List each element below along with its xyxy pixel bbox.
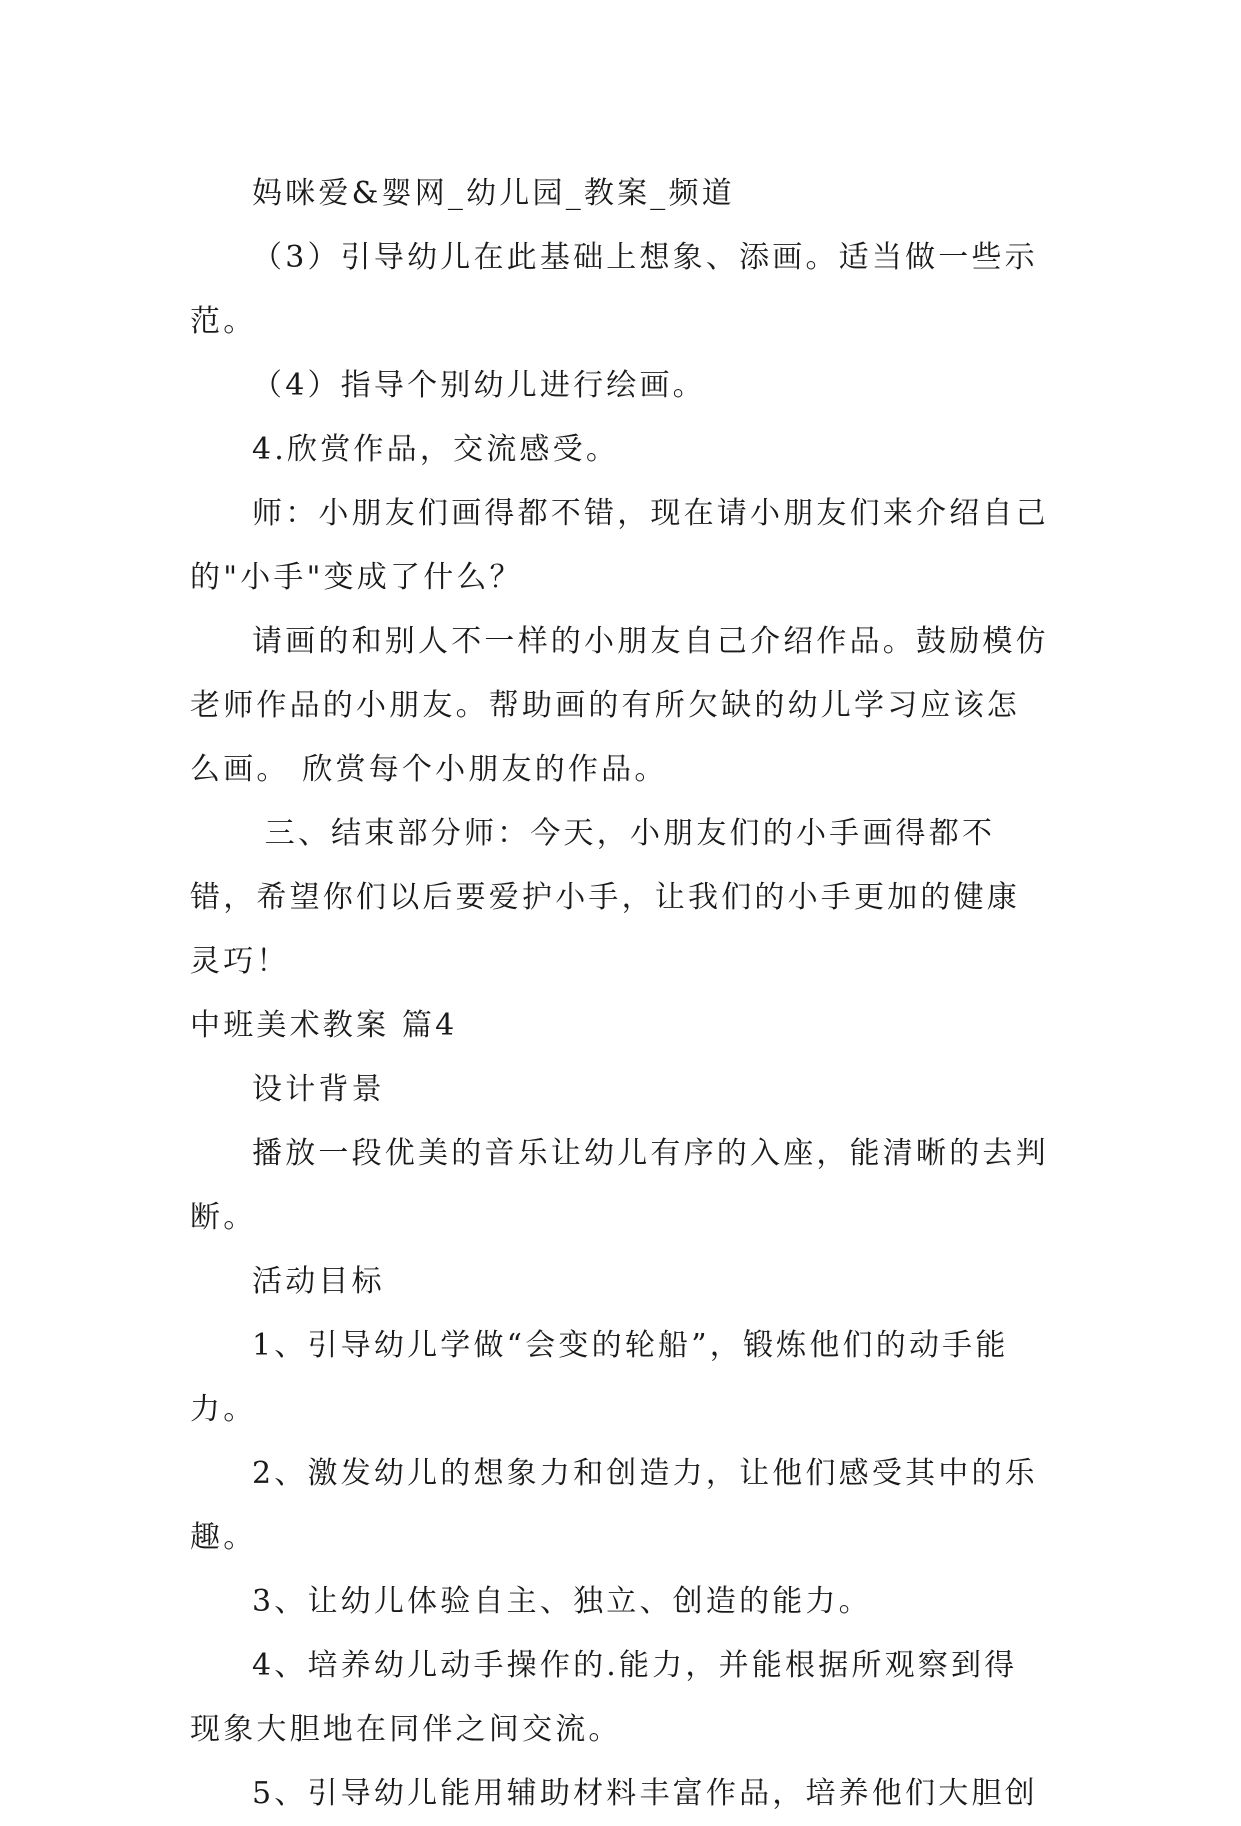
goal-item-1: 1、引导幼儿学做“会变的轮船”，锻炼他们的动手能力。 — [190, 1328, 1009, 1427]
goal-item-4: 4、培养幼儿动手操作的.能力，并能根据所观察到得现象大胆地在同伴之间交流。 — [190, 1648, 1018, 1747]
paragraph-teacher-speech: 师：小朋友们画得都不错，现在请小朋友们来介绍自己的"小手"变成了什么？ — [190, 496, 1049, 595]
document-body — [190, 162, 1050, 1826]
paragraph-appreciate-works: 4.欣赏作品，交流感受。 — [252, 432, 620, 467]
site-header-line: 妈咪爱&婴网_幼儿园_教案_频道 — [252, 176, 735, 211]
goal-item-5: 5、引导幼儿能用辅助材料丰富作品，培养他们大胆创 — [252, 1776, 1038, 1811]
paragraph-step-3: （3）引导幼儿在此基础上想象、添画。适当做一些示范。 — [190, 240, 1038, 339]
paragraph-introduce-works: 请画的和别人不一样的小朋友自己介绍作品。鼓励模仿老师作品的小朋友。帮助画的有所欠缺的幼儿学习应该怎么画。 欣赏每个小朋友的作品。 — [190, 624, 1049, 787]
paragraph-closing-section: 三、结束部分师：今天，小朋友们的小手画得都不错，希望你们以后要爱护小手，让我们的小手更加的健康灵巧！ — [190, 816, 1020, 979]
section-heading-goals: 活动目标 — [252, 1264, 385, 1299]
paragraph-background: 播放一段优美的音乐让幼儿有序的入座，能清晰的去判断。 — [190, 1136, 1049, 1235]
goal-item-3: 3、让幼儿体验自主、独立、创造的能力。 — [252, 1584, 872, 1619]
section-heading-background: 设计背景 — [252, 1072, 385, 1107]
lesson-plan-heading: 中班美术教案 篇4 — [190, 1008, 458, 1043]
paragraph-step-4: （4）指导个别幼儿进行绘画。 — [252, 368, 706, 403]
goal-item-2: 2、激发幼儿的想象力和创造力，让他们感受其中的乐趣。 — [190, 1456, 1038, 1555]
